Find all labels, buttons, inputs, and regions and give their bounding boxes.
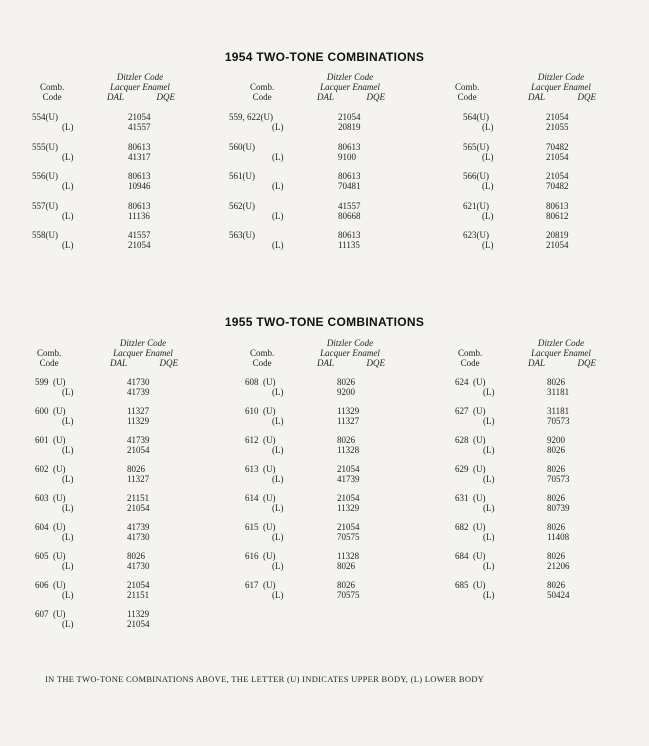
ditzler-code-lower: 41730 [127,532,150,542]
comb-code-upper: 558(U) [32,230,58,240]
ditzler-code-upper: 21151 [127,493,150,503]
comb-code-lower: (L) [62,590,74,600]
comb-code-upper: 628 (U) [455,435,486,445]
ditzler-code-lower: 21054 [546,151,569,162]
comb-code-lower: (L) [482,240,494,250]
dal-label: DAL [528,92,546,102]
dal-dqe-labels [305,358,395,368]
ditzler-code-lower: 21054 [127,503,150,513]
ditzler-code-upper: 20819 [546,230,569,240]
ditzler-code-lower: 11408 [547,532,570,542]
comb-code-upper: 616 (U) [245,551,276,561]
ditzler-code-lower: 80612 [546,210,569,221]
comb-code-lower: (L) [62,387,74,397]
comb-code-lower: (L) [482,151,494,162]
column-header-comb [458,348,482,368]
ditzler-code-upper: 21054 [337,464,360,474]
ditzler-code-lower: 31181 [547,387,570,397]
ditzler-code-upper: 41739 [127,522,150,532]
ditzler-code-upper: 8026 [127,464,145,474]
comb-code-lower: (L) [272,532,284,542]
comb-code-lower: (L) [272,561,284,571]
comb-code-lower: (L) [62,122,74,132]
dqe-label: DQE [156,92,175,102]
ditzler-code-lower: 70575 [337,590,360,600]
ditzler-code-lower: 41730 [127,561,150,571]
ditzler-code-lower: 11328 [337,445,360,455]
comb-code-lower: (L) [272,445,284,455]
title-1955: 1955 TWO-TONE COMBINATIONS [224,315,425,329]
dal-dqe-labels [516,358,606,368]
comb-label: Comb. [455,82,480,92]
ditzler-code-upper: 8026 [547,464,565,474]
dal-label: DAL [110,358,128,368]
dal-label: DAL [528,358,546,368]
ditzler-code-upper: 9200 [547,435,565,445]
lacquer-enamel-label: Lacquer Enamel [531,82,591,92]
lacquer-enamel-label: Lacquer Enamel [320,348,380,358]
ditzler-code-upper: 21054 [337,522,360,532]
lacquer-enamel-label: Lacquer Enamel [531,348,591,358]
column-header-comb [250,348,274,368]
comb-label: Comb. [37,348,62,358]
comb-code-upper: 617 (U) [245,580,276,590]
comb-code-lower: (L) [483,445,495,455]
code-label: Code [39,358,59,368]
dqe-label: DQE [577,358,596,368]
comb-label: Comb. [250,348,275,358]
ditzler-code-lower: 41739 [337,474,360,484]
comb-code-lower: (L) [482,210,494,221]
code-label: Code [252,92,272,102]
ditzler-code-upper: 21054 [338,112,361,122]
code-label: Code [42,92,62,102]
comb-code-upper: 599 (U) [35,377,66,387]
comb-code-upper: 603 (U) [35,493,66,503]
column-header-ditzler [98,338,188,368]
ditzler-code-lower: 80739 [547,503,570,513]
comb-code-lower: (L) [62,561,74,571]
ditzler-code-lower: 70482 [546,181,569,191]
ditzler-code-lower: 21055 [546,122,569,132]
combination-entry [0,609,649,631]
comb-code-lower: (L) [272,210,284,221]
comb-code-lower: (L) [272,151,284,162]
comb-code-lower: (L) [62,532,74,542]
comb-code-upper: 615 (U) [245,522,276,532]
ditzler-code-lower: 8026 [547,445,565,455]
comb-code-lower: (L) [62,181,74,191]
comb-code-upper: 563(U) [229,230,255,240]
ditzler-code-lower: 41557 [128,122,151,132]
ditzler-code-label: Ditzler Code [326,72,374,82]
comb-code-lower: (L) [62,151,74,162]
comb-label: Comb. [40,82,65,92]
comb-code-upper: 627 (U) [455,406,486,416]
code-label: Code [457,92,477,102]
comb-code-lower: (L) [62,210,74,221]
comb-code-lower: (L) [62,619,74,629]
comb-code-upper: 554(U) [32,112,58,122]
ditzler-code-upper: 80613 [338,141,361,152]
dal-dqe-labels [98,358,188,368]
comb-code-lower: (L) [483,416,495,426]
ditzler-code-upper: 21054 [546,112,569,122]
ditzler-code-label: Ditzler Code [537,72,585,82]
ditzler-code-lower: 50424 [547,590,570,600]
ditzler-code-upper: 11328 [337,551,360,561]
ditzler-code-lower: 41739 [127,387,150,397]
ditzler-code-lower: 21151 [127,590,150,600]
comb-label: Comb. [250,82,275,92]
comb-code-lower: (L) [272,122,284,132]
ditzler-code-lower: 9200 [337,387,355,397]
ditzler-code-upper: 8026 [337,377,355,387]
comb-code-upper: 557(U) [32,200,58,211]
dqe-label: DQE [366,92,385,102]
ditzler-code-upper: 80613 [546,200,569,211]
comb-code-lower: (L) [482,181,494,191]
ditzler-code-upper: 21054 [127,580,150,590]
dqe-label: DQE [159,358,178,368]
ditzler-code-lower: 70575 [337,532,360,542]
ditzler-code-lower: 11327 [337,416,360,426]
ditzler-code-upper: 80613 [128,200,151,211]
ditzler-code-lower: 11329 [337,503,360,513]
ditzler-code-upper: 41557 [338,200,361,211]
ditzler-code-upper: 11329 [127,609,150,619]
comb-code-lower: (L) [272,474,284,484]
ditzler-code-upper: 8026 [547,377,565,387]
ditzler-code-lower: 41317 [128,151,151,162]
ditzler-code-upper: 21054 [337,493,360,503]
comb-code-upper: 608 (U) [245,377,276,387]
comb-code-upper: 560(U) [229,141,255,152]
comb-code-lower: (L) [483,503,495,513]
ditzler-code-upper: 8026 [337,580,355,590]
comb-code-upper: 685 (U) [455,580,486,590]
dqe-label: DQE [577,92,596,102]
combination-entry [0,580,649,602]
ditzler-code-lower: 70573 [547,416,570,426]
comb-code-upper: 566(U) [463,171,489,181]
column-header-ditzler [305,338,395,368]
ditzler-code-label: Ditzler Code [119,338,167,348]
comb-code-upper: 624 (U) [455,377,486,387]
ditzler-code-label: Ditzler Code [326,338,374,348]
comb-code-upper: 607 (U) [35,609,66,619]
comb-code-lower: (L) [62,474,74,484]
comb-code-upper: 600 (U) [35,406,66,416]
ditzler-code-lower: 8026 [337,561,355,571]
code-label: Code [460,358,480,368]
comb-code-upper: 631 (U) [455,493,486,503]
ditzler-code-upper: 8026 [547,493,565,503]
ditzler-code-lower: 10946 [128,181,151,191]
comb-code-upper: 602 (U) [35,464,66,474]
ditzler-code-upper: 80613 [338,230,361,240]
comb-code-upper: 559, 622(U) [229,112,273,122]
comb-code-lower: (L) [62,416,74,426]
combination-entry [0,551,649,573]
comb-code-upper: 601 (U) [35,435,66,445]
ditzler-code-lower: 21054 [546,240,569,250]
comb-code-upper: 556(U) [32,171,58,181]
ditzler-code-upper: 8026 [127,551,145,561]
dqe-label: DQE [366,358,385,368]
comb-code-upper: 604 (U) [35,522,66,532]
ditzler-code-upper: 8026 [547,522,565,532]
comb-code-lower: (L) [62,503,74,513]
comb-code-lower: (L) [272,416,284,426]
code-label: Code [252,358,272,368]
comb-code-upper: 610 (U) [245,406,276,416]
comb-code-lower: (L) [483,387,495,397]
ditzler-code-upper: 80613 [128,171,151,181]
ditzler-code-lower: 70481 [338,181,361,191]
combination-entry [0,522,649,544]
comb-code-upper: 612 (U) [245,435,276,445]
lacquer-enamel-label: Lacquer Enamel [320,82,380,92]
ditzler-code-lower: 21054 [127,445,150,455]
comb-code-upper: 613 (U) [245,464,276,474]
comb-code-lower: (L) [62,445,74,455]
ditzler-code-upper: 11329 [337,406,360,416]
ditzler-code-lower: 21206 [547,561,570,571]
comb-code-lower: (L) [483,474,495,484]
ditzler-code-lower: 80668 [338,210,361,221]
ditzler-code-upper: 31181 [547,406,570,416]
column-header-ditzler [516,338,606,368]
ditzler-code-upper: 8026 [337,435,355,445]
comb-code-upper: 605 (U) [35,551,66,561]
comb-label: Comb. [458,348,483,358]
ditzler-code-label: Ditzler Code [537,338,585,348]
comb-code-upper: 555(U) [32,141,58,152]
dal-label: DAL [317,358,335,368]
combination-entry [0,377,649,399]
ditzler-code-lower: 11329 [127,416,150,426]
ditzler-code-upper: 11327 [127,406,150,416]
title-1954: 1954 TWO-TONE COMBINATIONS [224,50,425,64]
ditzler-code-lower: 11136 [128,210,150,221]
ditzler-code-lower: 11135 [338,240,360,250]
comb-code-upper: 682 (U) [455,522,486,532]
comb-code-upper: 614 (U) [245,493,276,503]
combination-entry [0,493,649,515]
comb-code-lower: (L) [62,240,74,250]
ditzler-code-upper: 41739 [127,435,150,445]
ditzler-code-upper: 21054 [546,171,569,181]
comb-code-lower: (L) [272,240,284,250]
ditzler-code-lower: 11327 [127,474,150,484]
comb-code-lower: (L) [272,503,284,513]
comb-code-lower: (L) [272,387,284,397]
ditzler-code-label: Ditzler Code [116,72,164,82]
ditzler-code-upper: 41730 [127,377,150,387]
ditzler-code-upper: 80613 [338,171,361,181]
combination-entry [0,435,649,457]
lacquer-enamel-label: Lacquer Enamel [110,82,170,92]
lacquer-enamel-label: Lacquer Enamel [113,348,173,358]
comb-code-lower: (L) [483,561,495,571]
comb-code-lower: (L) [483,532,495,542]
comb-code-upper: 606 (U) [35,580,66,590]
ditzler-code-lower: 21054 [127,619,150,629]
comb-code-upper: 629 (U) [455,464,486,474]
dal-label: DAL [317,92,335,102]
ditzler-code-lower: 20819 [338,122,361,132]
comb-code-upper: 564(U) [463,112,489,122]
column-header-comb [37,348,61,368]
ditzler-code-upper: 80613 [128,141,151,152]
footnote: IN THE TWO-TONE COMBINATIONS ABOVE, THE LETTER (U) INDICATES UPPER BODY, (L) LOWER BODY [45,674,485,684]
dal-label: DAL [107,92,125,102]
ditzler-code-upper: 70482 [546,141,569,152]
ditzler-code-lower: 21054 [128,240,151,250]
comb-code-upper: 565(U) [463,141,489,152]
ditzler-code-upper: 21054 [128,112,151,122]
ditzler-code-lower: 9100 [338,151,356,162]
comb-code-upper: 561(U) [229,171,255,181]
ditzler-code-upper: 8026 [547,580,565,590]
comb-code-lower: (L) [272,590,284,600]
ditzler-code-lower: 70573 [547,474,570,484]
combination-entry [0,406,649,428]
comb-code-upper: 562(U) [229,200,255,211]
comb-code-upper: 621(U) [463,200,489,211]
ditzler-code-upper: 8026 [547,551,565,561]
comb-code-lower: (L) [482,122,494,132]
comb-code-lower: (L) [483,590,495,600]
comb-code-lower: (L) [272,181,284,191]
ditzler-code-upper: 41557 [128,230,151,240]
comb-code-upper: 684 (U) [455,551,486,561]
comb-code-upper: 623(U) [463,230,489,240]
combination-entry [0,464,649,486]
